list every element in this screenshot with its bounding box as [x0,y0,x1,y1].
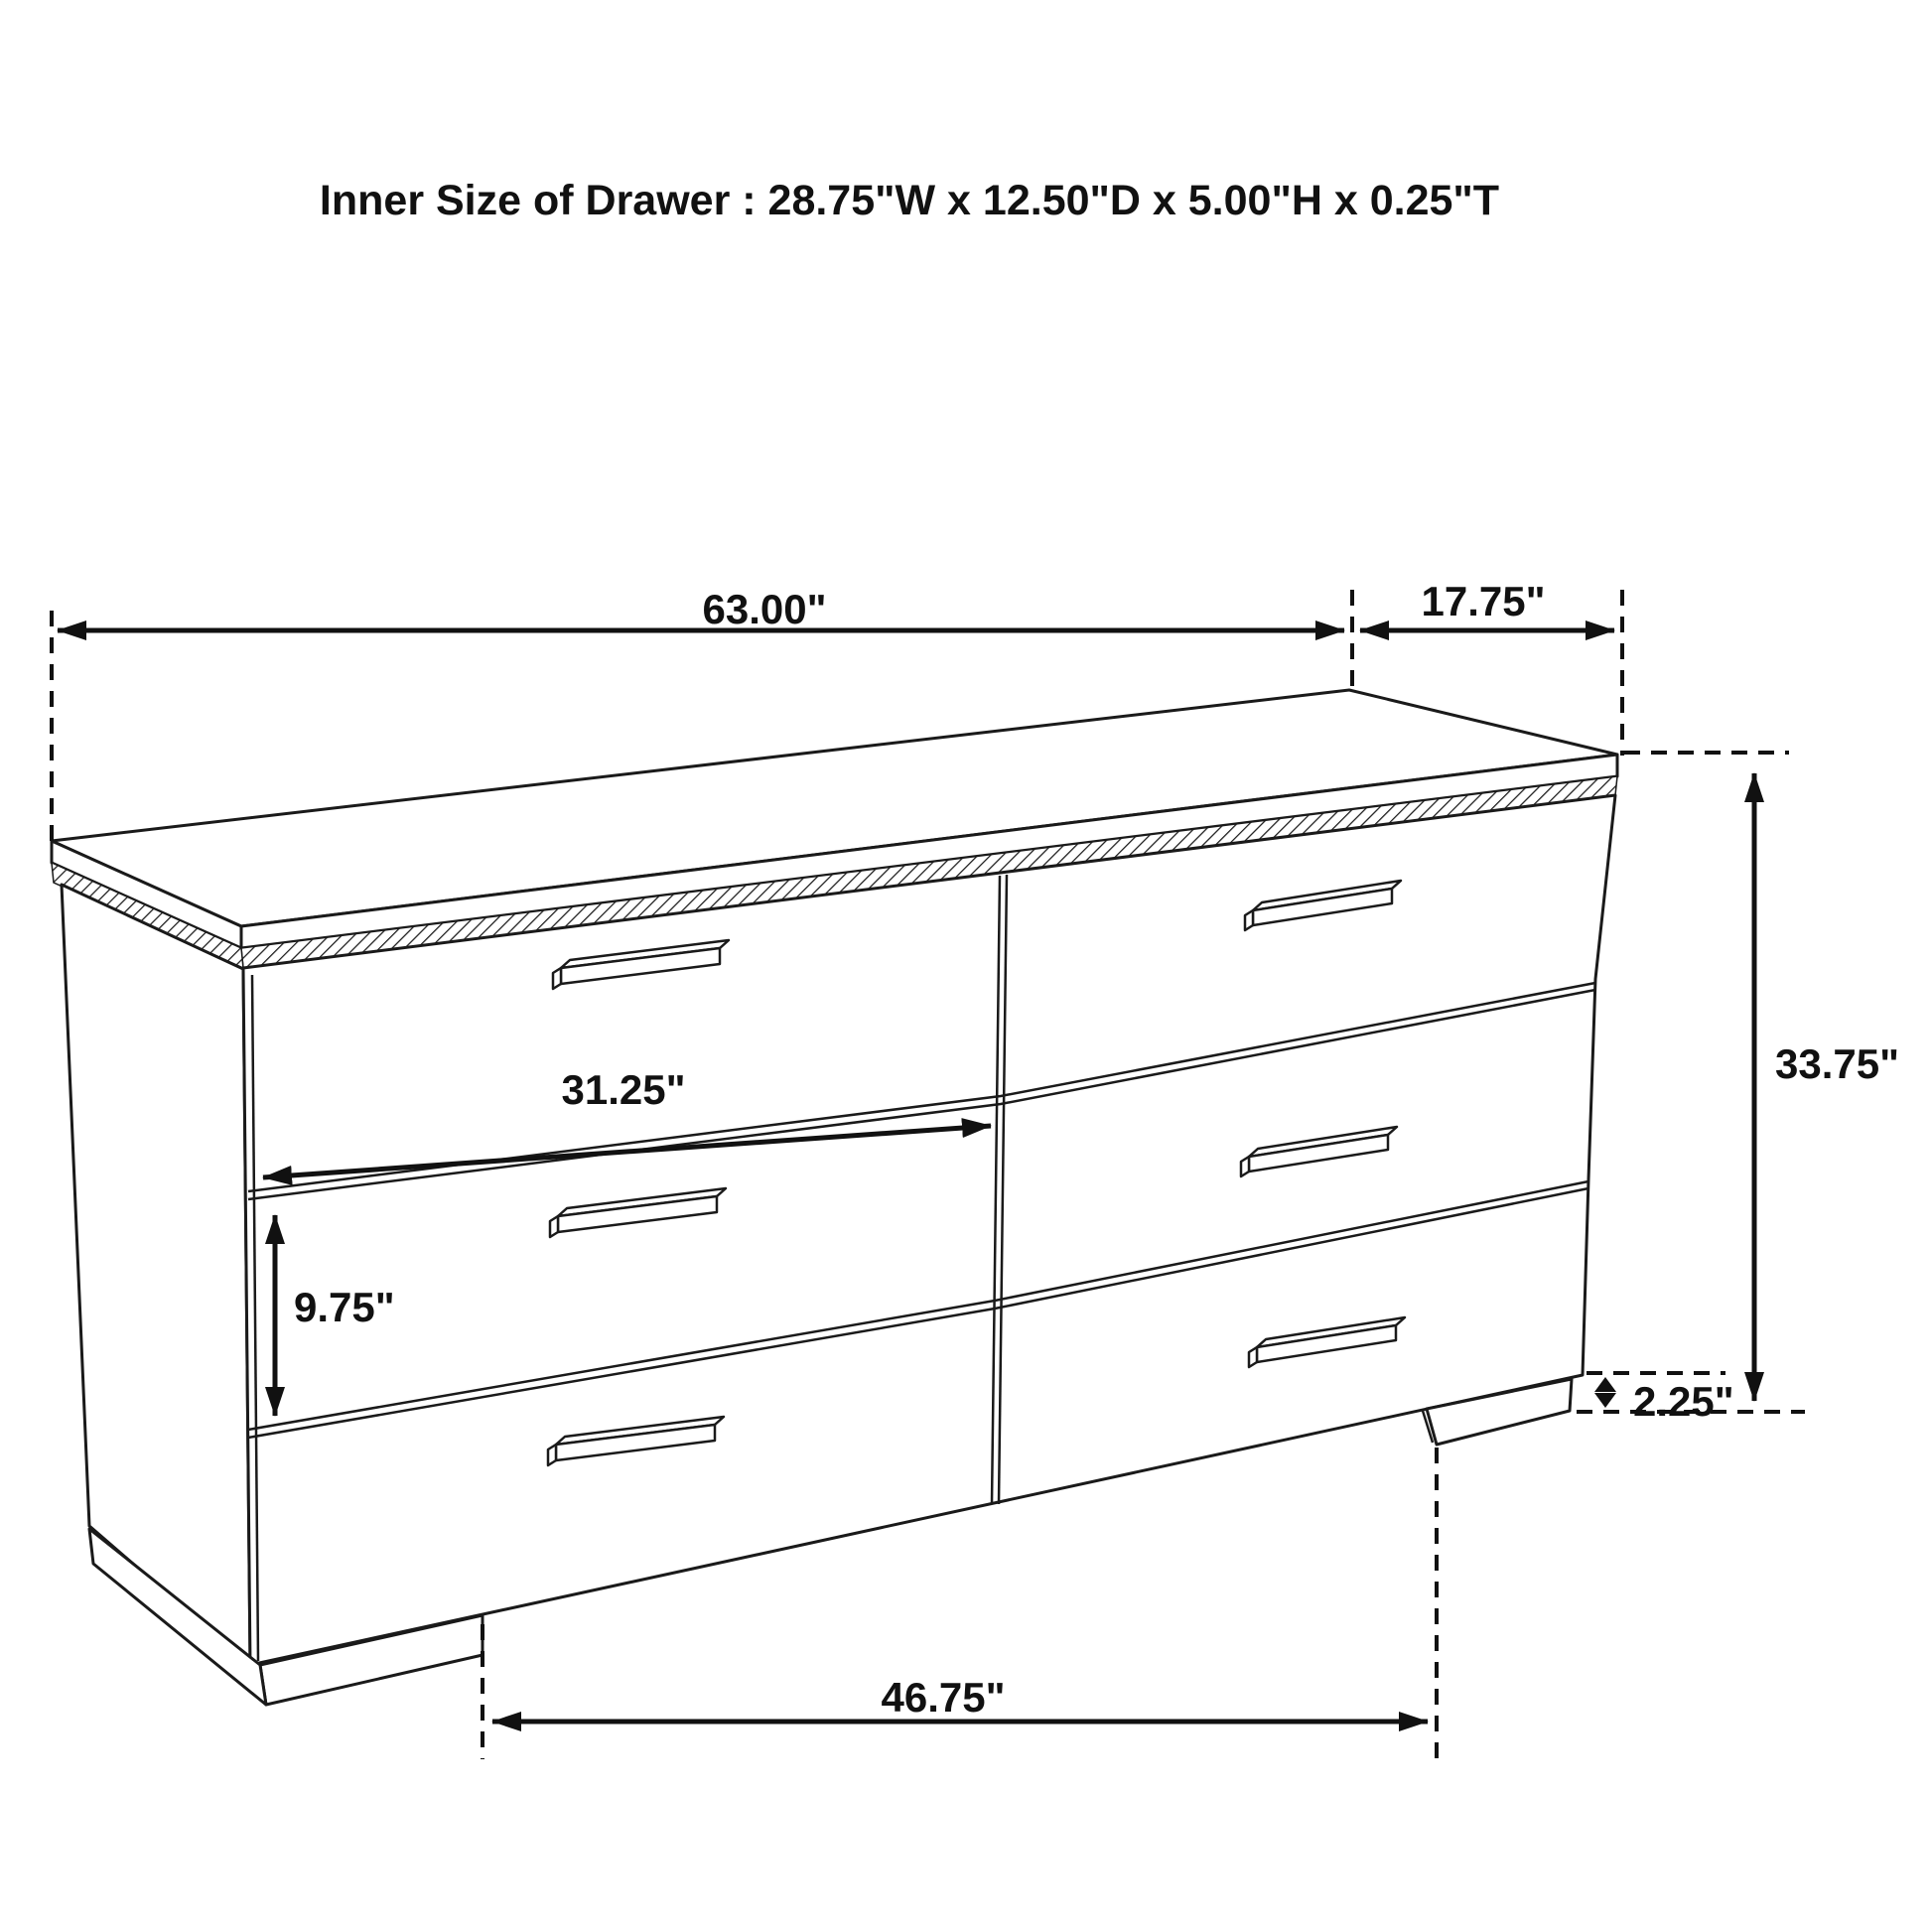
leg-height-arrow-up [1594,1377,1616,1392]
label-top-depth: 17.75" [1421,578,1546,624]
label-drawer-width: 31.25" [561,1066,686,1113]
label-drawer-height: 9.75" [294,1284,395,1330]
label-top-length: 63.00" [702,586,827,632]
page-title: Inner Size of Drawer : 28.75"W x 12.50"D x 5.00"H x 0.25"T [319,177,1500,224]
leg-height-arrow-down [1594,1393,1616,1408]
label-leg-height: 2.25" [1633,1378,1734,1425]
label-leg-spacing: 46.75" [881,1674,1006,1721]
label-overall-height: 33.75" [1775,1040,1900,1087]
side-panel [62,885,250,1665]
